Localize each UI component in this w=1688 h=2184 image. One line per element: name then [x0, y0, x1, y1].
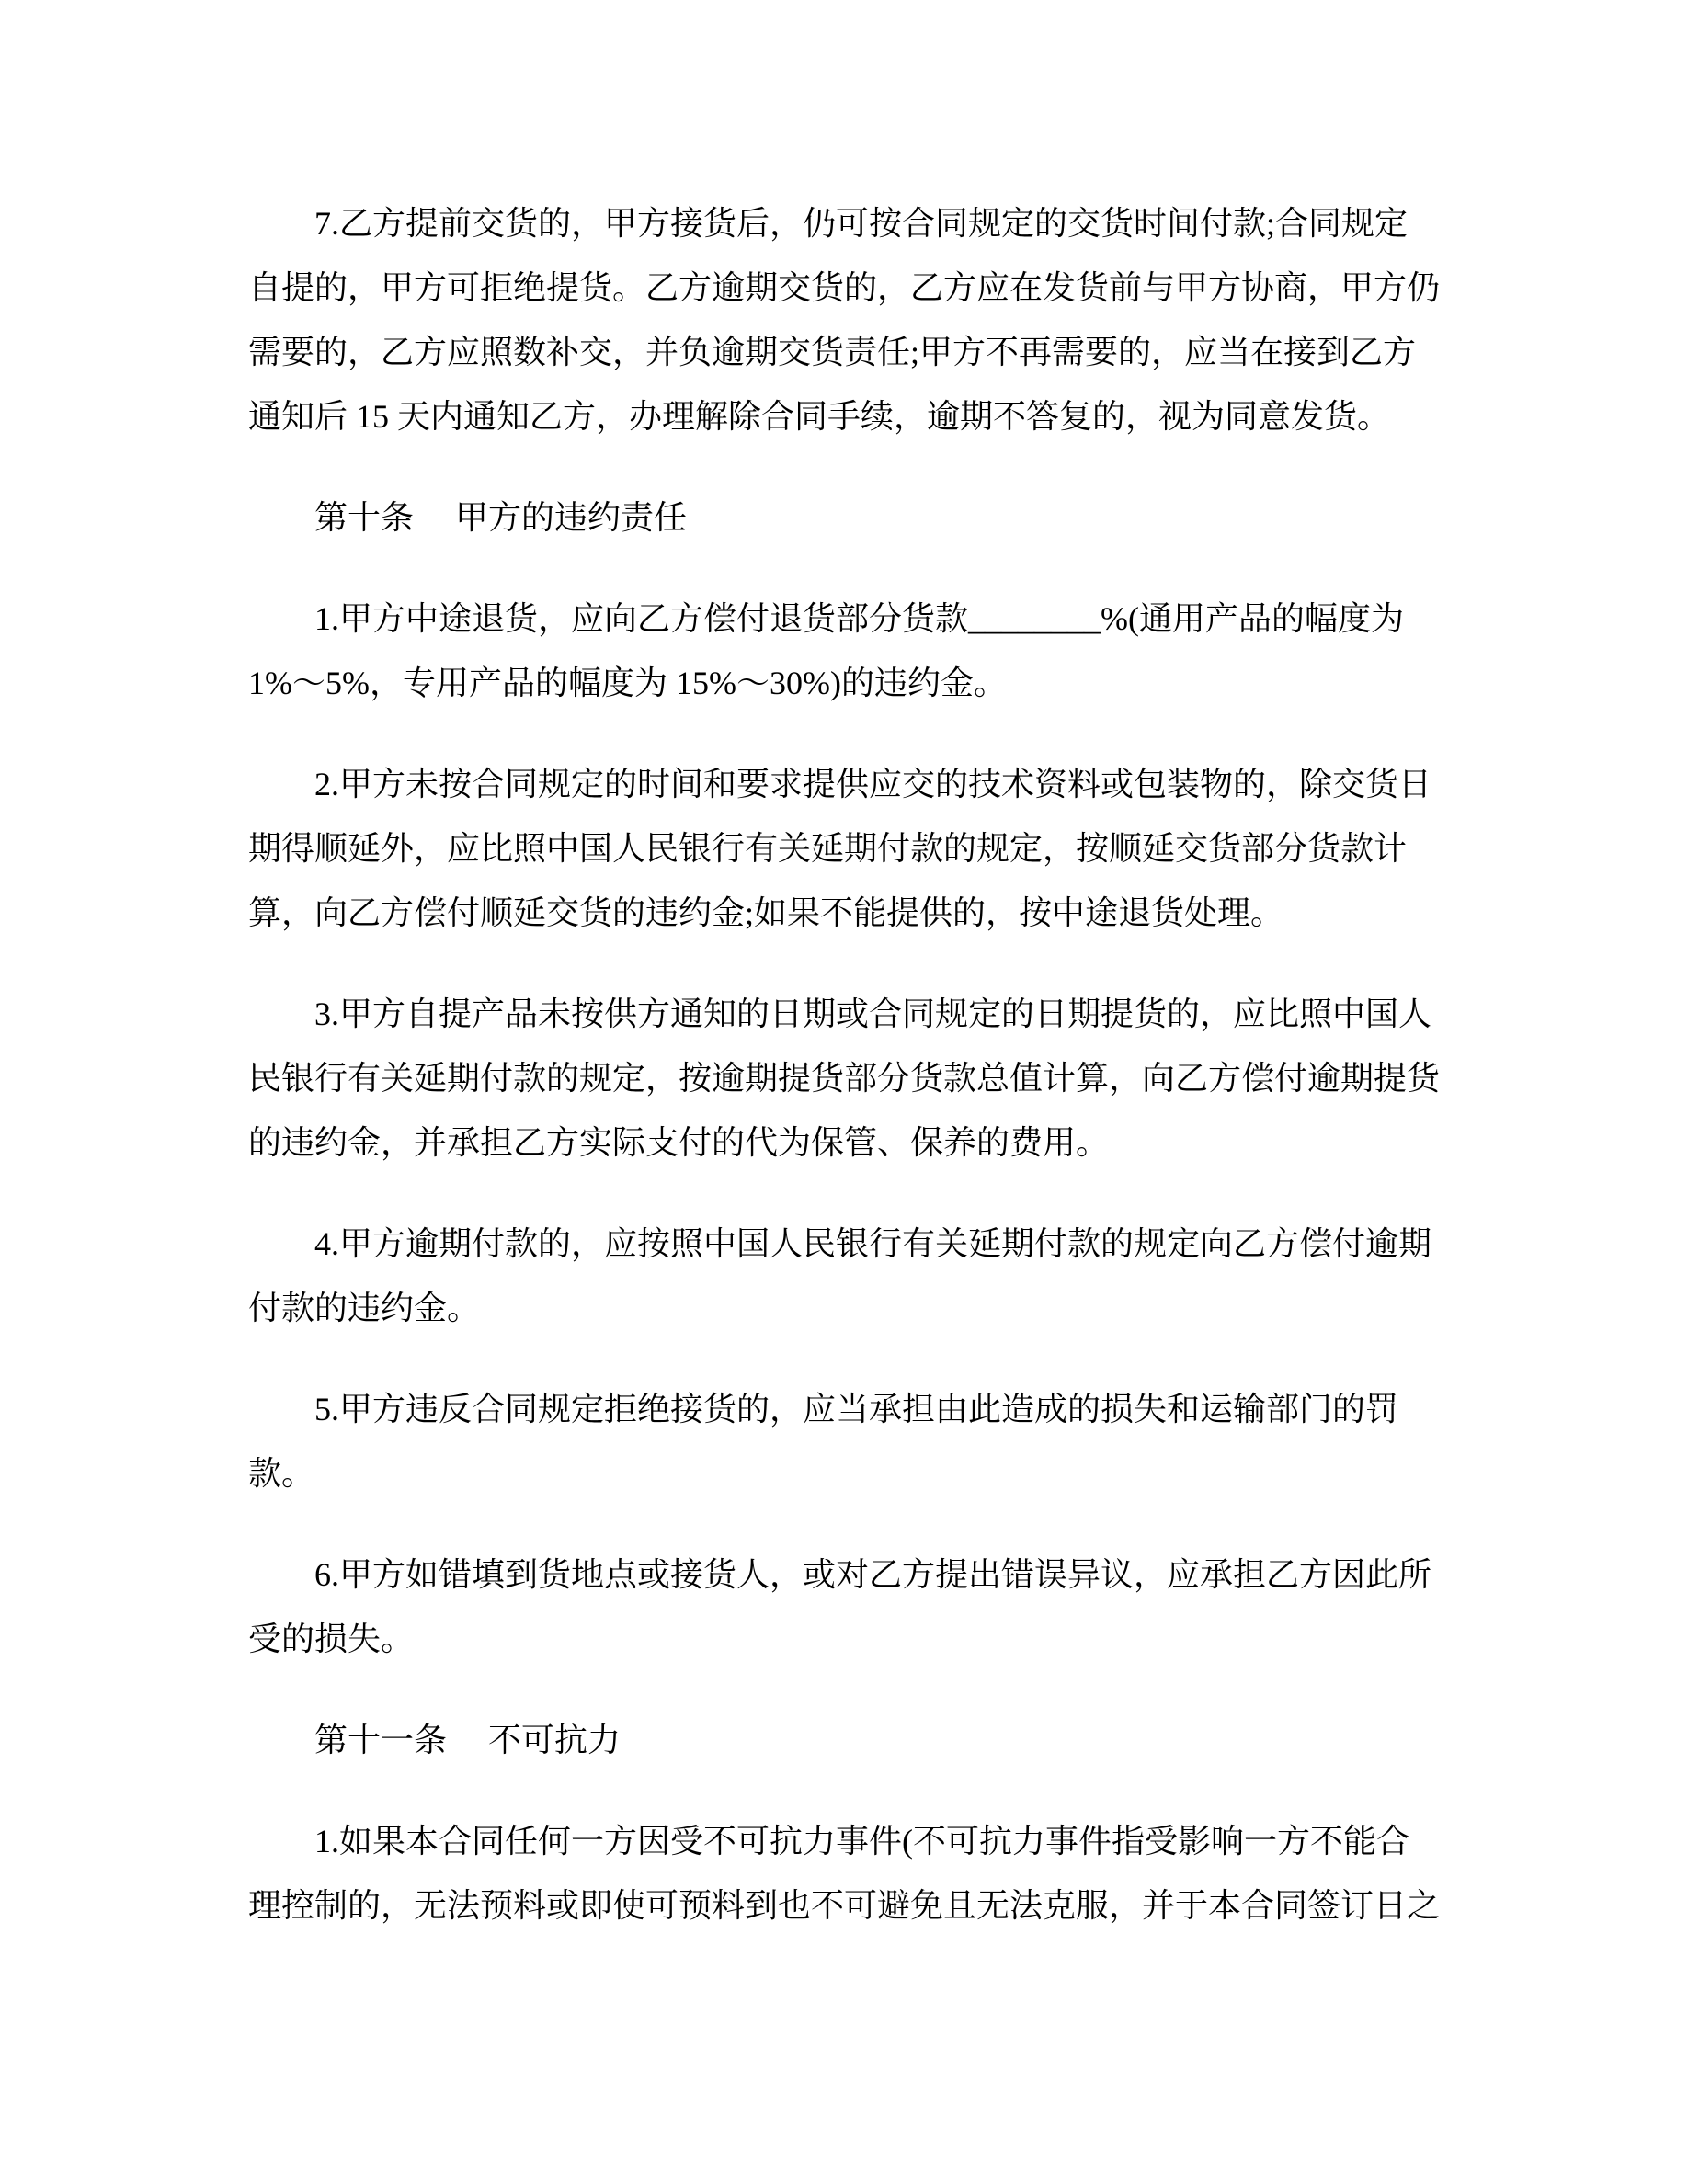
text-line: 通知后 15 天内通知乙方，办理解除合同手续，逾期不答复的，视为同意发货。 [248, 398, 1391, 435]
paragraph [248, 1211, 1449, 1340]
paragraph [248, 1809, 1449, 1938]
text-line: 2.甲方未按合同规定的时间和要求提供应交的技术资料或包装物的，除交货日 [314, 766, 1432, 802]
text-line: 第十条 甲方的违约责任 [314, 499, 688, 536]
text-line: 1.如果本合同任何一方因受不可抗力事件(不可抗力事件指受影响一方不能合 [314, 1823, 1409, 1860]
section-heading [248, 1708, 1449, 1772]
text-line: 7.乙方提前交货的，甲方接货后，仍可按合同规定的交货时间付款;合同规定 [314, 205, 1409, 242]
text-line: 4.甲方逾期付款的，应按照中国人民银行有关延期付款的规定向乙方偿付逾期 [314, 1225, 1432, 1262]
text-line: 付款的违约金。 [248, 1290, 481, 1326]
text-line: 受的损失。 [248, 1621, 415, 1657]
text-line: 5.甲方违反合同规定拒绝接货的，应当承担由此造成的损失和运输部门的罚 [314, 1391, 1399, 1428]
text-line: 期得顺延外，应比照中国人民银行有关延期付款的规定，按顺延交货部分货款计 [248, 830, 1408, 867]
text-line: 1%～5%，专用产品的幅度为 15%～30%)的违约金。 [248, 665, 1007, 701]
section-heading [248, 485, 1449, 550]
paragraph [248, 982, 1449, 1175]
text-line: 3.甲方自提产品未按供方通知的日期或合同规定的日期提货的，应比照中国人 [314, 995, 1432, 1032]
text-line: 第十一条 不可抗力 [314, 1722, 622, 1758]
paragraph [248, 586, 1449, 715]
paragraph [248, 752, 1449, 945]
text-line: 算，向乙方偿付顺延交货的违约金;如果不能提供的，按中途退货处理。 [248, 894, 1284, 931]
text-line: 6.甲方如错填到货地点或接货人，或对乙方提出错误异议，应承担乙方因此所 [314, 1556, 1432, 1593]
paragraph [248, 191, 1449, 449]
text-line: 款。 [248, 1455, 315, 1492]
text-line: 的违约金，并承担乙方实际支付的代为保管、保养的费用。 [248, 1124, 1110, 1161]
text-line: 1.甲方中途退货，应向乙方偿付退货部分货款________%(通用产品的幅度为 [314, 600, 1404, 637]
text-line: 民银行有关延期付款的规定，按逾期提货部分货款总值计算，向乙方偿付逾期提货 [248, 1060, 1441, 1097]
paragraph [248, 1542, 1449, 1671]
text-line: 理控制的，无法预料或即使可预料到也不可避免且无法克服，并于本合同签订日之 [248, 1887, 1441, 1924]
text-line: 需要的，乙方应照数补交，并负逾期交货责任;甲方不再需要的，应当在接到乙方 [248, 334, 1417, 370]
text-line: 自提的，甲方可拒绝提货。乙方逾期交货的，乙方应在发货前与甲方协商，甲方仍 [248, 269, 1441, 306]
paragraph [248, 1377, 1449, 1506]
